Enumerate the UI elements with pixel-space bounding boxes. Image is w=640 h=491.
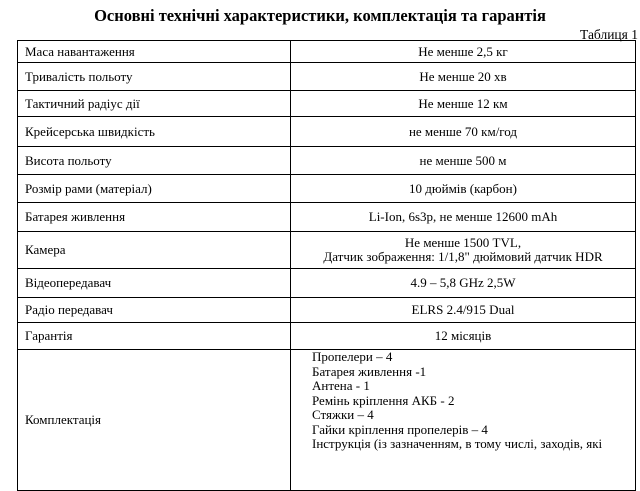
- kit-item: Гайки кріплення пропелерів – 4: [312, 421, 488, 437]
- kit-item: Ремінь кріплення АКБ - 2: [312, 392, 455, 408]
- table-row: [18, 269, 636, 298]
- row-value: 12 місяців: [291, 323, 636, 350]
- spec-table: [17, 40, 636, 491]
- camera-value-line: Датчик зображення: 1/1,8" дюймовий датчик HDR: [323, 249, 603, 264]
- kit-item: Інструкція (із зазначенням, в тому числі, заходів, які: [312, 436, 603, 451]
- row-value: Li-Ion, 6s3p, не менше 12600 mAh: [291, 203, 636, 232]
- table-row: [18, 41, 636, 63]
- table-row: [18, 147, 636, 175]
- table-row: [18, 298, 636, 323]
- row-label: Маса навантаження: [18, 41, 291, 63]
- document-title: Основні технічні характеристики, комплектація та гарантія: [94, 6, 546, 25]
- kit-item: Стяжки – 4: [312, 407, 374, 422]
- table-row: [18, 63, 636, 91]
- table-caption: Таблиця 1: [580, 27, 638, 42]
- table-row: [18, 91, 636, 117]
- row-value: Не менше 20 хв: [291, 63, 636, 91]
- row-label: Крейсерська швидкість: [18, 117, 291, 147]
- row-label: Гарантія: [18, 323, 291, 350]
- row-label: Камера: [18, 232, 291, 269]
- table-row: [18, 175, 636, 203]
- row-label: Відеопередавач: [18, 269, 291, 298]
- row-value: не менше 70 км/год: [291, 117, 636, 147]
- row-label: Батарея живлення: [18, 203, 291, 232]
- kit-item: Батарея живлення -1: [312, 363, 427, 379]
- kit-item: Пропелери – 4: [312, 349, 393, 364]
- row-label: Тривалість польоту: [18, 63, 291, 91]
- row-label: Тактичний радіус дії: [18, 91, 291, 117]
- row-value: Не менше 12 км: [291, 91, 636, 117]
- row-value: [291, 232, 636, 269]
- row-value: 4.9 – 5,8 GHz 2,5W: [291, 269, 636, 298]
- table-row: [18, 350, 636, 491]
- row-label: Радіо передавач: [18, 298, 291, 323]
- row-value: Не менше 2,5 кг: [291, 41, 636, 63]
- row-label: Комплектація: [18, 350, 291, 491]
- row-value: не менше 500 м: [291, 147, 636, 175]
- kit-item: Антена - 1: [312, 378, 370, 393]
- table-row: [18, 203, 636, 232]
- row-label: Розмір рами (матеріал): [18, 175, 291, 203]
- table-row: [18, 117, 636, 147]
- row-label: Висота польоту: [18, 147, 291, 175]
- table-row: [18, 232, 636, 269]
- row-value: 10 дюймів (карбон): [291, 175, 636, 203]
- camera-value-line: Не менше 1500 TVL,: [404, 235, 522, 250]
- table-row: [18, 323, 636, 350]
- row-value: ELRS 2.4/915 Dual: [291, 298, 636, 323]
- kit-list: [291, 350, 636, 491]
